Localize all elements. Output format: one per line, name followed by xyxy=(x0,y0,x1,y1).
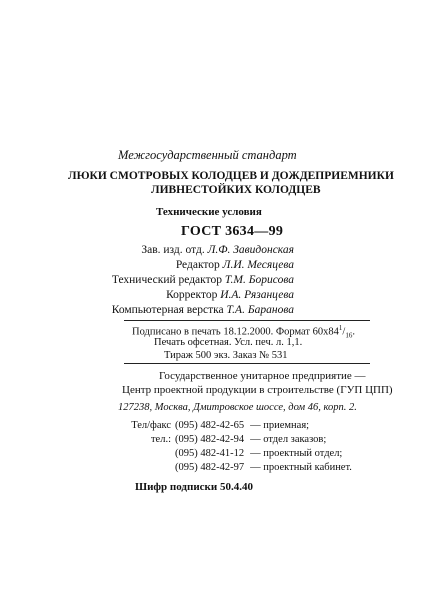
credit-role: Редактор xyxy=(175,259,220,271)
credit-role: Компьютерная верстка xyxy=(111,304,224,316)
title-line-2: ЛИВНЕСТОЙКИХ КОЛОДЦЕВ xyxy=(151,184,321,196)
contact-row xyxy=(117,462,352,476)
contact-row xyxy=(117,434,352,448)
subscription-code: Шифр подписки 50.4.40 xyxy=(135,481,253,493)
format-period: . xyxy=(352,326,355,338)
contact-desc: — отдел заказов; xyxy=(250,434,327,445)
credit-line xyxy=(166,289,294,301)
format-slash: / xyxy=(342,326,346,338)
credit-line xyxy=(112,274,294,286)
credit-role: Корректор xyxy=(166,289,218,301)
contact-desc: — приемная; xyxy=(250,420,310,431)
publisher-line-1: Государственное унитарное предприятие — xyxy=(159,370,366,382)
spec-subtitle: Технические условия xyxy=(156,206,262,218)
standard-type: Межгосударственный стандарт xyxy=(118,148,297,162)
credit-person: И.А. Рязанцева xyxy=(220,289,294,301)
print-signed-text: Подписано в печать 18.12.2000. Формат 60х84 xyxy=(132,326,339,338)
credit-person: Т.М. Борисова xyxy=(224,274,294,286)
contact-number: (095) 482-42-65 xyxy=(175,420,245,431)
credit-person: Т.А. Баранова xyxy=(226,304,294,316)
credit-line xyxy=(176,259,294,271)
contact-row xyxy=(117,420,352,434)
divider-rule xyxy=(124,363,370,364)
print-run-line: Тираж 500 экз. Заказ № 531 xyxy=(164,350,288,361)
print-type-line: Печать офсетная. Усл. печ. л. 1,1. xyxy=(154,337,303,348)
format-denominator: 16 xyxy=(345,331,353,340)
contact-label xyxy=(117,448,175,462)
contact-label xyxy=(117,462,175,476)
contacts-table xyxy=(117,420,352,476)
contact-label: тел.: xyxy=(150,434,171,445)
gost-number: ГОСТ 3634—99 xyxy=(181,224,284,239)
format-numerator: 1 xyxy=(338,324,343,332)
contact-row xyxy=(117,448,352,462)
credit-role: Технический редактор xyxy=(111,274,222,286)
credit-person: Л.И. Месяцева xyxy=(222,259,294,271)
credit-line xyxy=(141,244,294,256)
contact-label: Тел/факс xyxy=(131,420,171,431)
divider-rule xyxy=(124,320,370,321)
credit-person: Л.Ф. Завидонская xyxy=(207,244,294,256)
credit-role: Зав. изд. отд. xyxy=(141,244,205,256)
contact-number: (095) 482-42-97 xyxy=(175,462,245,473)
title-line-1: ЛЮКИ СМОТРОВЫХ КОЛОДЦЕВ И ДОЖДЕПРИЕМНИКИ xyxy=(68,170,394,182)
contact-number: (095) 482-42-94 xyxy=(175,434,245,445)
contact-desc: — проектный кабинет. xyxy=(250,462,352,473)
contact-desc: — проектный отдел; xyxy=(250,448,343,459)
publisher-line-2: Центр проектной продукции в строительстве (ГУП ЦПП) xyxy=(122,384,393,396)
credit-line xyxy=(112,304,294,316)
publisher-address: 127238, Москва, Дмитровское шоссе, дом 46, корп. 2. xyxy=(118,402,357,413)
contact-number: (095) 482-41-12 xyxy=(175,448,245,459)
